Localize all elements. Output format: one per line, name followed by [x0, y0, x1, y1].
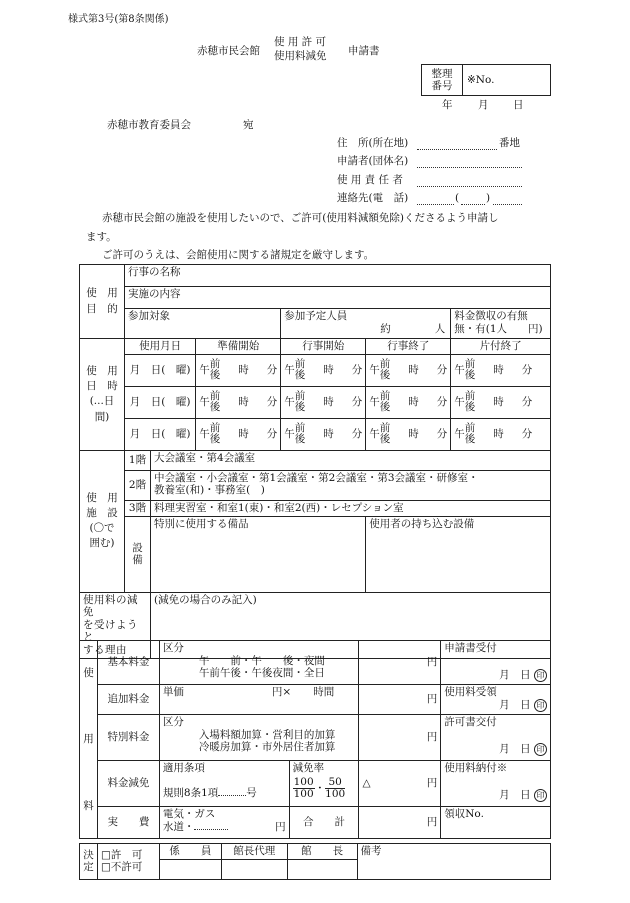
staff-seal-cell[interactable]: [159, 859, 221, 879]
minute-label: 分: [521, 364, 533, 377]
special-line-2: 冷暖房加算・市外居住者加算: [198, 741, 336, 754]
fee-collect-label: 料金徴収の有無: [454, 310, 528, 322]
request-text-2: ます。: [86, 231, 117, 243]
planned-count-cell[interactable]: [281, 309, 451, 339]
bring-equipment-label: 使用者の持ち込む設備: [369, 517, 475, 530]
ampm-selector[interactable]: 前 後: [209, 422, 221, 446]
discount-rate[interactable]: 減免率 $\frac{100}{100}$ ・ $\frac{50}{100}$: [289, 761, 359, 807]
title-line-reduction: 使用料減免: [274, 50, 327, 63]
total-amount[interactable]: 円: [359, 807, 441, 839]
equipment-label: 設備: [125, 516, 151, 592]
basic-line-2: 午前午後・午後夜間・全日: [198, 667, 325, 680]
title-suffix: 申請書: [348, 45, 380, 57]
fee-paid-label: 使用料納付※: [444, 762, 508, 774]
contact-mid-field[interactable]: [461, 204, 485, 205]
hour-label: 時: [238, 428, 249, 441]
prep-time-cell[interactable]: [196, 418, 281, 450]
hour-label: 時: [493, 364, 504, 377]
ampm-selector[interactable]: 前 後: [464, 358, 476, 382]
start-time-cell[interactable]: [281, 418, 366, 450]
minute-label: 分: [436, 428, 448, 441]
manager-field[interactable]: [417, 186, 522, 187]
ampm-prefix: 午: [199, 428, 210, 441]
schedule-header-cleanup: 片付終了: [451, 339, 551, 355]
hours-label: 時間: [313, 686, 335, 698]
hour-label: 時: [493, 428, 504, 441]
title-line-permit: 使 用 許 可: [274, 36, 327, 48]
facility-name: 赤穂市民会館: [197, 45, 260, 57]
remarks-label: 備考: [360, 845, 382, 857]
floor-3-label: 3階: [125, 500, 151, 516]
floor-3-rooms[interactable]: 料理実習室・和室1(東)・和室2(西)・レセプション室: [150, 500, 550, 516]
triangle-icon: △: [362, 777, 371, 790]
bring-equipment-cell[interactable]: [366, 516, 551, 592]
ampm-selector[interactable]: 前 後: [294, 390, 306, 414]
end-time-cell[interactable]: [366, 418, 451, 450]
start-time-cell[interactable]: [281, 386, 366, 418]
discount-label: 料金減免: [97, 761, 159, 807]
ampm-prefix: 午: [454, 364, 465, 377]
remarks-cell[interactable]: [357, 844, 550, 880]
schedule-date-cell[interactable]: 月 日( 曜): [125, 386, 196, 418]
applicable-label: 適用条項: [162, 762, 205, 774]
utility-cost[interactable]: 電気・ガス 水道・ 円: [159, 807, 289, 839]
applicant-name-field[interactable]: [417, 167, 522, 168]
special-equipment-label: 特別に使用する備品: [153, 517, 249, 530]
ampm-selector[interactable]: 前 後: [464, 422, 476, 446]
floor-2-label: 2階: [125, 470, 151, 500]
extra-fee-label: 追加料金: [97, 685, 159, 715]
event-name-label: 行事の名称: [128, 266, 181, 278]
planned-count-label: 参加予定人員: [284, 310, 348, 322]
decision-label: 決 定: [80, 844, 98, 880]
event-content-label: 実施の内容: [128, 288, 181, 300]
hour-label: 時: [323, 428, 334, 441]
minute-label: 分: [351, 396, 363, 409]
schedule-date-cell[interactable]: 月 日( 曜): [125, 354, 196, 386]
purpose-label: 使 用 目 的: [80, 265, 125, 339]
schedule-row: [80, 418, 551, 450]
ampm-prefix: 午: [284, 428, 295, 441]
ampm-prefix: 午: [454, 396, 465, 409]
start-time-cell[interactable]: [281, 354, 366, 386]
ampm-selector[interactable]: 前 後: [379, 422, 391, 446]
target-cell[interactable]: [125, 309, 281, 339]
special-fee-label: 特別料金: [97, 715, 159, 761]
minute-label: 分: [266, 364, 278, 377]
date-day[interactable]: 日: [513, 99, 524, 111]
end-time-cell[interactable]: [366, 386, 451, 418]
hour-label: 時: [408, 364, 419, 377]
receipt-number-label: 領収No.: [444, 808, 484, 820]
address-suffix: 番地: [499, 137, 520, 149]
hour-label: 時: [493, 396, 504, 409]
minute-label: 分: [266, 396, 278, 409]
main-form-table: [79, 264, 551, 659]
ampm-prefix: 午: [369, 364, 380, 377]
addressee-suffix: 宛: [243, 119, 254, 131]
schedule-header-date: 使用月日: [125, 339, 196, 355]
contact-paren-open: (: [455, 192, 460, 204]
minute-label: 分: [436, 364, 448, 377]
event-name-cell[interactable]: [125, 265, 551, 287]
basic-fee-label: 基本料金: [97, 641, 159, 685]
special-equipment-cell[interactable]: [150, 516, 365, 592]
rule-label: 規則8条1項: [162, 786, 219, 799]
seal-icon: 印: [534, 669, 547, 682]
deputy-seal-cell[interactable]: [221, 859, 287, 879]
schedule-header-start: 行事開始: [281, 339, 366, 355]
ampm-prefix: 午: [199, 364, 210, 377]
actual-cost-label: 実 費: [97, 807, 159, 839]
reduction-note: (減免の場合のみ記入): [153, 593, 257, 606]
unit-price-label: 単価: [162, 686, 184, 698]
permit-issued-label: 許可書交付: [444, 716, 497, 728]
permit-checkbox[interactable]: □許 可: [100, 848, 143, 861]
applicant-name-label: 申請者(団体名): [337, 155, 409, 167]
rate-fraction-50[interactable]: $\frac{50}{100}$: [325, 775, 346, 800]
ampm-prefix: 午: [199, 396, 210, 409]
go-label: 号: [246, 786, 257, 799]
deny-checkbox[interactable]: □不許可: [100, 861, 143, 874]
minute-label: 分: [521, 396, 533, 409]
compliance-text: ご許可のうえは、会館使用に関する諸規定を厳守します。: [102, 249, 375, 261]
approx-label: 約: [380, 322, 391, 335]
addressee: 赤穂市教育委員会: [107, 119, 191, 131]
schedule-header-prep: 準備開始: [196, 339, 281, 355]
fee-collect-options: 無・有(1人 円): [454, 322, 543, 335]
event-content-cell[interactable]: [125, 287, 551, 309]
schedule-label: 使 用 日 時 (...日間): [80, 339, 125, 451]
basic-fee-amount[interactable]: 円: [359, 641, 441, 685]
special-fee-options[interactable]: [159, 715, 359, 761]
ampm-selector[interactable]: 前 後: [294, 422, 306, 446]
deputy-label: 館長代理: [221, 844, 287, 860]
ampm-prefix: 午: [284, 364, 295, 377]
rate-fraction-100[interactable]: $\frac{100}{100}$: [293, 775, 314, 800]
special-line-1: 入場料額加算・営利目的加算: [198, 728, 336, 741]
permit-issued[interactable]: 許可書交付 月 日 印: [441, 715, 551, 761]
fees-side-label: 使 用 料: [80, 641, 98, 839]
floor-2-rooms-line-1: 中会議室・小会議室・第1会議室・第2会議室・第3会議室・研修室・: [153, 471, 479, 484]
reference-value[interactable]: ※No.: [463, 65, 551, 96]
floor-1-label: 1階: [125, 450, 151, 470]
ampm-selector[interactable]: 前 後: [379, 358, 391, 382]
cleanup-time-cell[interactable]: [451, 418, 551, 450]
schedule-date-cell[interactable]: 月 日( 曜): [125, 418, 196, 450]
title-stack: [274, 35, 327, 63]
schedule-row: [80, 386, 551, 418]
hour-label: 時: [238, 364, 249, 377]
fees-table: [79, 640, 551, 839]
minute-label: 分: [266, 428, 278, 441]
director-label: 館 長: [287, 844, 357, 860]
floor-2-rooms-line-2: 教養室(和)・事務室( ): [153, 484, 265, 497]
contact-tail-field[interactable]: [493, 204, 522, 205]
ampm-selector[interactable]: 前 後: [379, 390, 391, 414]
ampm-selector[interactable]: 前 後: [294, 358, 306, 382]
ampm-prefix: 午: [369, 428, 380, 441]
extra-fee-calc[interactable]: [159, 685, 359, 715]
minute-label: 分: [436, 396, 448, 409]
fee-collect-cell[interactable]: [451, 309, 551, 339]
persons-label: 人: [434, 322, 446, 335]
form-number: 様式第3号(第8条関係): [68, 14, 169, 25]
date-month[interactable]: 月: [478, 99, 489, 111]
basic-kubun: 区分: [162, 642, 184, 654]
hour-label: 時: [323, 364, 334, 377]
director-seal-cell[interactable]: [287, 859, 357, 879]
seal-icon: 印: [534, 789, 547, 802]
ampm-selector[interactable]: 前 後: [464, 390, 476, 414]
total-label: 合 計: [289, 807, 359, 839]
utility-line-2: 水道・: [162, 820, 195, 833]
hour-label: 時: [408, 428, 419, 441]
request-text-1: 赤穂市民会館の施設を使用したいので、ご許可(使用料減額免除)くださるよう申請し: [102, 212, 499, 224]
cleanup-time-cell[interactable]: [451, 354, 551, 386]
fee-received[interactable]: 使用料受領 月 日 印: [441, 685, 551, 715]
ampm-prefix: 午: [284, 396, 295, 409]
ampm-prefix: 午: [454, 428, 465, 441]
receipt-number[interactable]: [441, 807, 551, 839]
ampm-selector[interactable]: 前 後: [209, 358, 221, 382]
utility-line-1: 電気・ガス: [162, 808, 216, 820]
prep-time-cell[interactable]: [196, 354, 281, 386]
floor-1-rooms[interactable]: 大会議室・第4会議室: [150, 450, 550, 470]
special-fee-amount[interactable]: 円: [359, 715, 441, 761]
contact-paren-close: ): [486, 192, 491, 204]
reference-box: [421, 64, 551, 96]
address-field[interactable]: [417, 149, 497, 150]
hour-label: 時: [323, 396, 334, 409]
seal-icon: 印: [534, 699, 547, 712]
fee-paid[interactable]: 使用料納付※ 月 日 印: [441, 761, 551, 807]
schedule-header-end: 行事終了: [366, 339, 451, 355]
contact-area-field[interactable]: [417, 204, 454, 205]
minute-label: 分: [351, 364, 363, 377]
target-label: 参加対象: [128, 310, 170, 322]
hour-label: 時: [408, 396, 419, 409]
hour-label: 時: [238, 396, 249, 409]
discount-amount[interactable]: △ 円: [359, 761, 441, 807]
schedule-row: [80, 354, 551, 386]
ampm-prefix: 午: [369, 396, 380, 409]
rate-label: 減免率: [292, 762, 325, 774]
address-label: 住 所(所在地): [337, 137, 409, 149]
yen-times-label: 円×: [271, 686, 292, 698]
decision-table: [79, 843, 551, 880]
special-kubun: 区分: [162, 716, 184, 728]
prep-time-cell[interactable]: [196, 386, 281, 418]
seal-icon: 印: [534, 743, 547, 756]
facility-label: 使 用 施 設 (〇で 囲む): [80, 450, 125, 592]
basic-line-1: 午 前・午 後・夜間: [198, 654, 325, 667]
minute-label: 分: [351, 428, 363, 441]
manager-label: 使 用 責 任 者: [337, 174, 403, 186]
reduction-reason-label: 使用料の減免 を受けようと する理由: [80, 592, 151, 658]
ampm-selector[interactable]: 前 後: [209, 390, 221, 414]
decision-options: [97, 844, 159, 880]
basic-fee-options[interactable]: [159, 641, 359, 685]
application-receipt-label: 申請書受付: [444, 642, 497, 654]
minute-label: 分: [521, 428, 533, 441]
end-time-cell[interactable]: [366, 354, 451, 386]
date-year[interactable]: 年: [442, 99, 453, 111]
floor-2-rooms[interactable]: [150, 470, 550, 500]
reference-label: 整理 番号: [422, 65, 463, 96]
fee-received-label: 使用料受領: [444, 686, 497, 698]
application-receipt[interactable]: 申請書受付 月 日 印: [441, 641, 551, 685]
staff-label: 係 員: [159, 844, 221, 860]
applicable-clause[interactable]: [159, 761, 289, 807]
extra-fee-amount[interactable]: 円: [359, 685, 441, 715]
cleanup-time-cell[interactable]: [451, 386, 551, 418]
contact-label: 連絡先(電 話): [337, 192, 409, 204]
